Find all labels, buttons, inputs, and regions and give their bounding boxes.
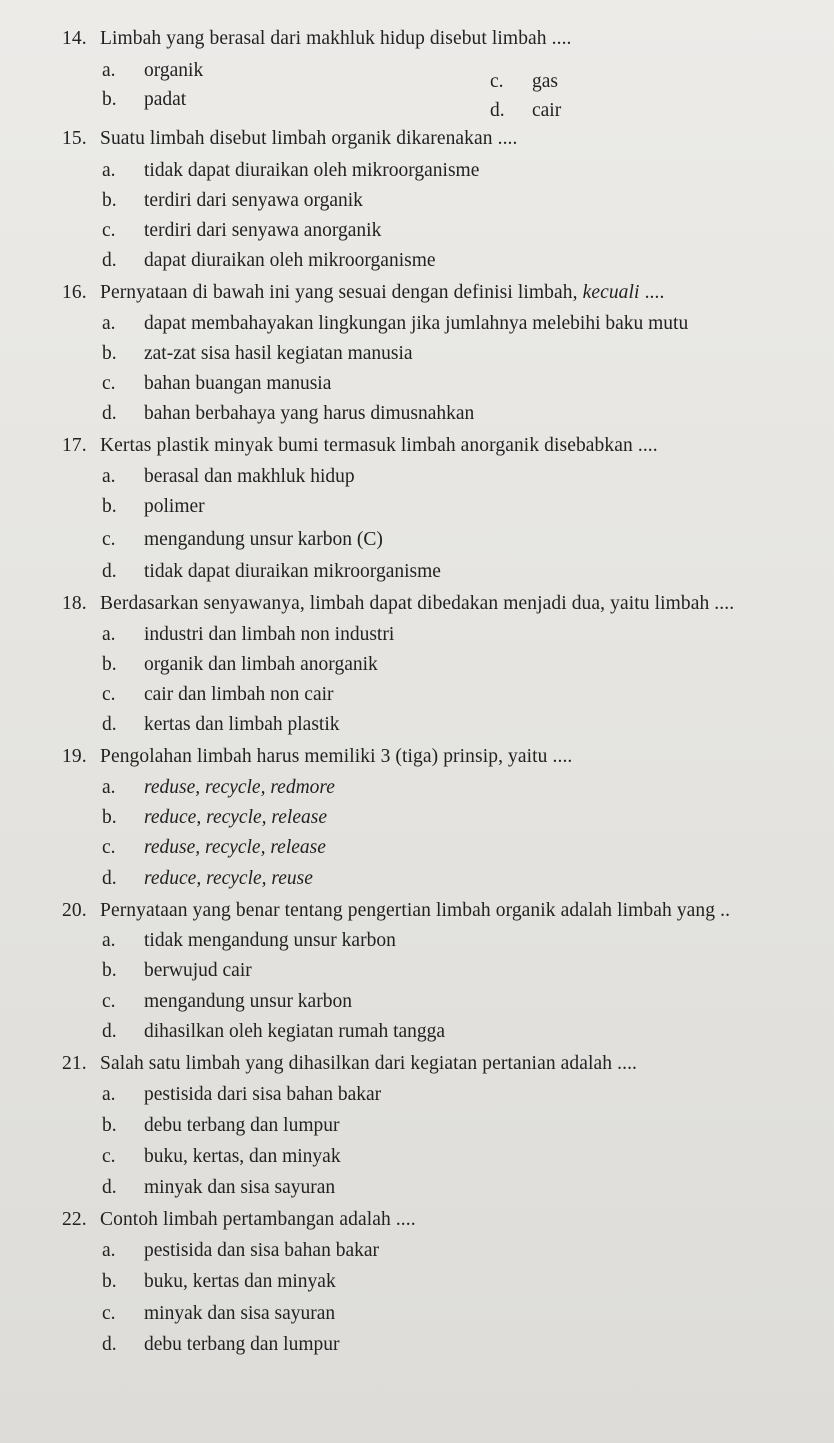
question-21-option-a[interactable] — [102, 1084, 381, 1106]
question-15-option-b[interactable] — [102, 190, 363, 212]
question-text: Pengolahan limbah harus memiliki 3 (tiga) prinsip, yaitu .... — [100, 746, 573, 767]
question-15-option-d[interactable] — [102, 250, 436, 272]
question-22-option-c[interactable] — [102, 1303, 335, 1325]
question-16-option-d[interactable] — [102, 403, 474, 425]
option-text: tidak mengandung unsur karbon — [144, 930, 396, 951]
option-letter: a. — [102, 313, 116, 334]
question-20-option-a[interactable] — [102, 930, 396, 952]
question-20-title — [62, 900, 730, 922]
question-17-option-a[interactable] — [102, 466, 355, 488]
option-text: berasal dan makhluk hidup — [144, 466, 355, 487]
option-letter: a. — [102, 930, 116, 951]
question-18-title — [62, 593, 734, 615]
option-letter: d. — [490, 100, 505, 121]
option-text: tidak dapat diuraikan mikroorganisme — [144, 561, 441, 582]
question-17-option-b[interactable] — [102, 496, 205, 518]
option-text: debu terbang dan lumpur — [144, 1115, 340, 1136]
question-text: Berdasarkan senyawanya, limbah dapat dibedakan menjadi dua, yaitu limbah .... — [100, 593, 735, 614]
option-text: pestisida dari sisa bahan bakar — [144, 1084, 382, 1105]
option-text: reduce, recycle, release — [144, 807, 327, 828]
option-text: cair dan limbah non cair — [144, 684, 334, 705]
question-19-option-a[interactable] — [102, 777, 335, 799]
option-text: mengandung unsur karbon — [144, 991, 352, 1012]
option-text: buku, kertas dan minyak — [144, 1271, 336, 1292]
option-text: reduce, recycle, reuse — [144, 868, 313, 889]
question-number: 18. — [62, 593, 87, 614]
question-number: 16. — [62, 282, 87, 303]
question-text: Limbah yang berasal dari makhluk hidup disebut limbah .... — [100, 28, 572, 49]
question-number: 19. — [62, 746, 87, 767]
question-text: Pernyataan di bawah ini yang sesuai dengan definisi limbah, — [100, 282, 578, 303]
question-22-option-a[interactable] — [102, 1240, 379, 1262]
option-letter: d. — [102, 1334, 117, 1355]
option-text: dapat diuraikan oleh mikroorganisme — [144, 250, 436, 271]
option-letter: a. — [102, 160, 116, 181]
question-text-tail: .... — [644, 282, 665, 303]
question-text: Pernyataan yang benar tentang pengertian limbah organik adalah limbah yang .. — [100, 900, 731, 921]
option-letter: b. — [102, 496, 117, 517]
question-17-option-c[interactable] — [102, 529, 383, 551]
question-number: 17. — [62, 435, 87, 456]
question-15-option-a[interactable] — [102, 160, 479, 182]
option-letter: c. — [102, 1303, 116, 1324]
option-text: organik dan limbah anorganik — [144, 654, 378, 675]
option-text: terdiri dari senyawa anorganik — [144, 220, 382, 241]
question-21-option-c[interactable] — [102, 1146, 341, 1168]
option-letter: d. — [102, 1177, 117, 1198]
question-19-title — [62, 746, 572, 768]
question-19-option-b[interactable] — [102, 807, 327, 829]
question-text-emphasis: kecuali — [582, 282, 640, 303]
option-letter: b. — [102, 89, 117, 110]
option-letter: a. — [102, 60, 116, 81]
option-letter: a. — [102, 777, 116, 798]
option-letter: a. — [102, 624, 116, 645]
option-text: buku, kertas, dan minyak — [144, 1146, 341, 1167]
option-letter: d. — [102, 1021, 117, 1042]
option-letter: c. — [102, 991, 116, 1012]
option-text: pestisida dan sisa bahan bakar — [144, 1240, 380, 1261]
question-text: Kertas plastik minyak bumi termasuk limbah anorganik disebabkan .... — [100, 435, 658, 456]
question-number: 15. — [62, 128, 87, 149]
option-letter: a. — [102, 1084, 116, 1105]
option-text: cair — [532, 100, 562, 121]
option-letter: c. — [490, 71, 504, 92]
option-letter: c. — [102, 220, 116, 241]
option-text: reduse, recycle, release — [144, 837, 326, 858]
option-text: bahan berbahaya yang harus dimusnahkan — [144, 403, 475, 424]
question-20-option-b[interactable] — [102, 960, 252, 982]
option-letter: d. — [102, 714, 117, 735]
question-18-option-a[interactable] — [102, 624, 394, 646]
option-letter: b. — [102, 807, 117, 828]
question-15-option-c[interactable] — [102, 220, 381, 242]
option-letter: b. — [102, 960, 117, 981]
option-text: minyak dan sisa sayuran — [144, 1177, 336, 1198]
question-14-option-b[interactable] — [102, 89, 186, 111]
question-number: 14. — [62, 28, 87, 49]
option-text: kertas dan limbah plastik — [144, 714, 340, 735]
question-16-title — [62, 282, 664, 304]
option-letter: b. — [102, 654, 117, 675]
option-letter: b. — [102, 1271, 117, 1292]
option-letter: a. — [102, 466, 116, 487]
question-22-option-b[interactable] — [102, 1271, 336, 1293]
question-16-option-b[interactable] — [102, 343, 413, 365]
question-number: 20. — [62, 900, 87, 921]
question-22-option-d[interactable] — [102, 1334, 340, 1356]
question-18-option-b[interactable] — [102, 654, 378, 676]
question-16-option-a[interactable] — [102, 313, 688, 335]
question-19-option-c[interactable] — [102, 837, 326, 859]
question-20-option-d[interactable] — [102, 1021, 445, 1043]
option-text: zat-zat sisa hasil kegiatan manusia — [144, 343, 413, 364]
option-text: tidak dapat diuraikan oleh mikroorganisme — [144, 160, 480, 181]
option-text: polimer — [144, 496, 205, 517]
option-text: minyak dan sisa sayuran — [144, 1303, 336, 1324]
question-21-title — [62, 1053, 637, 1075]
question-21-option-b[interactable] — [102, 1115, 340, 1137]
question-15-title — [62, 128, 518, 150]
option-text: reduse, recycle, redmore — [144, 777, 335, 798]
question-19-option-d[interactable] — [102, 868, 313, 890]
option-text: bahan buangan manusia — [144, 373, 332, 394]
option-text: dapat membahayakan lingkungan jika jumlahnya melebihi baku mutu — [144, 313, 689, 334]
question-number: 21. — [62, 1053, 87, 1074]
question-14-option-c[interactable] — [490, 71, 558, 93]
option-letter: c. — [102, 373, 116, 394]
question-17-title — [62, 435, 658, 457]
option-text: industri dan limbah non industri — [144, 624, 395, 645]
question-21-option-d[interactable] — [102, 1177, 335, 1199]
option-letter: c. — [102, 1146, 116, 1167]
question-22-title — [62, 1209, 416, 1231]
question-text: Contoh limbah pertambangan adalah .... — [100, 1209, 416, 1230]
option-letter: c. — [102, 684, 116, 705]
option-letter: b. — [102, 1115, 117, 1136]
option-letter: b. — [102, 190, 117, 211]
option-text: padat — [144, 89, 187, 110]
option-letter: c. — [102, 529, 116, 550]
option-text: dihasilkan oleh kegiatan rumah tangga — [144, 1021, 446, 1042]
option-letter: d. — [102, 561, 117, 582]
question-14-title — [62, 28, 572, 50]
option-letter: c. — [102, 837, 116, 858]
question-18-option-d[interactable] — [102, 714, 340, 736]
question-17-option-d[interactable] — [102, 561, 441, 583]
question-text: Salah satu limbah yang dihasilkan dari kegiatan pertanian adalah .... — [100, 1053, 638, 1074]
option-letter: a. — [102, 1240, 116, 1261]
question-text: Suatu limbah disebut limbah organik dikarenakan .... — [100, 128, 518, 149]
question-16-option-c[interactable] — [102, 373, 331, 395]
question-14-option-a[interactable] — [102, 60, 203, 82]
question-number: 22. — [62, 1209, 87, 1230]
option-text: gas — [532, 71, 558, 92]
option-text: mengandung unsur karbon (C) — [144, 529, 383, 550]
option-text: berwujud cair — [144, 960, 252, 981]
option-letter: d. — [102, 403, 117, 424]
option-letter: d. — [102, 868, 117, 889]
option-text: organik — [144, 60, 204, 81]
option-text: terdiri dari senyawa organik — [144, 190, 363, 211]
question-18-option-c[interactable] — [102, 684, 334, 706]
option-letter: d. — [102, 250, 117, 271]
question-20-option-c[interactable] — [102, 991, 352, 1013]
option-letter: b. — [102, 343, 117, 364]
option-text: debu terbang dan lumpur — [144, 1334, 340, 1355]
question-14-option-d[interactable] — [490, 100, 561, 122]
